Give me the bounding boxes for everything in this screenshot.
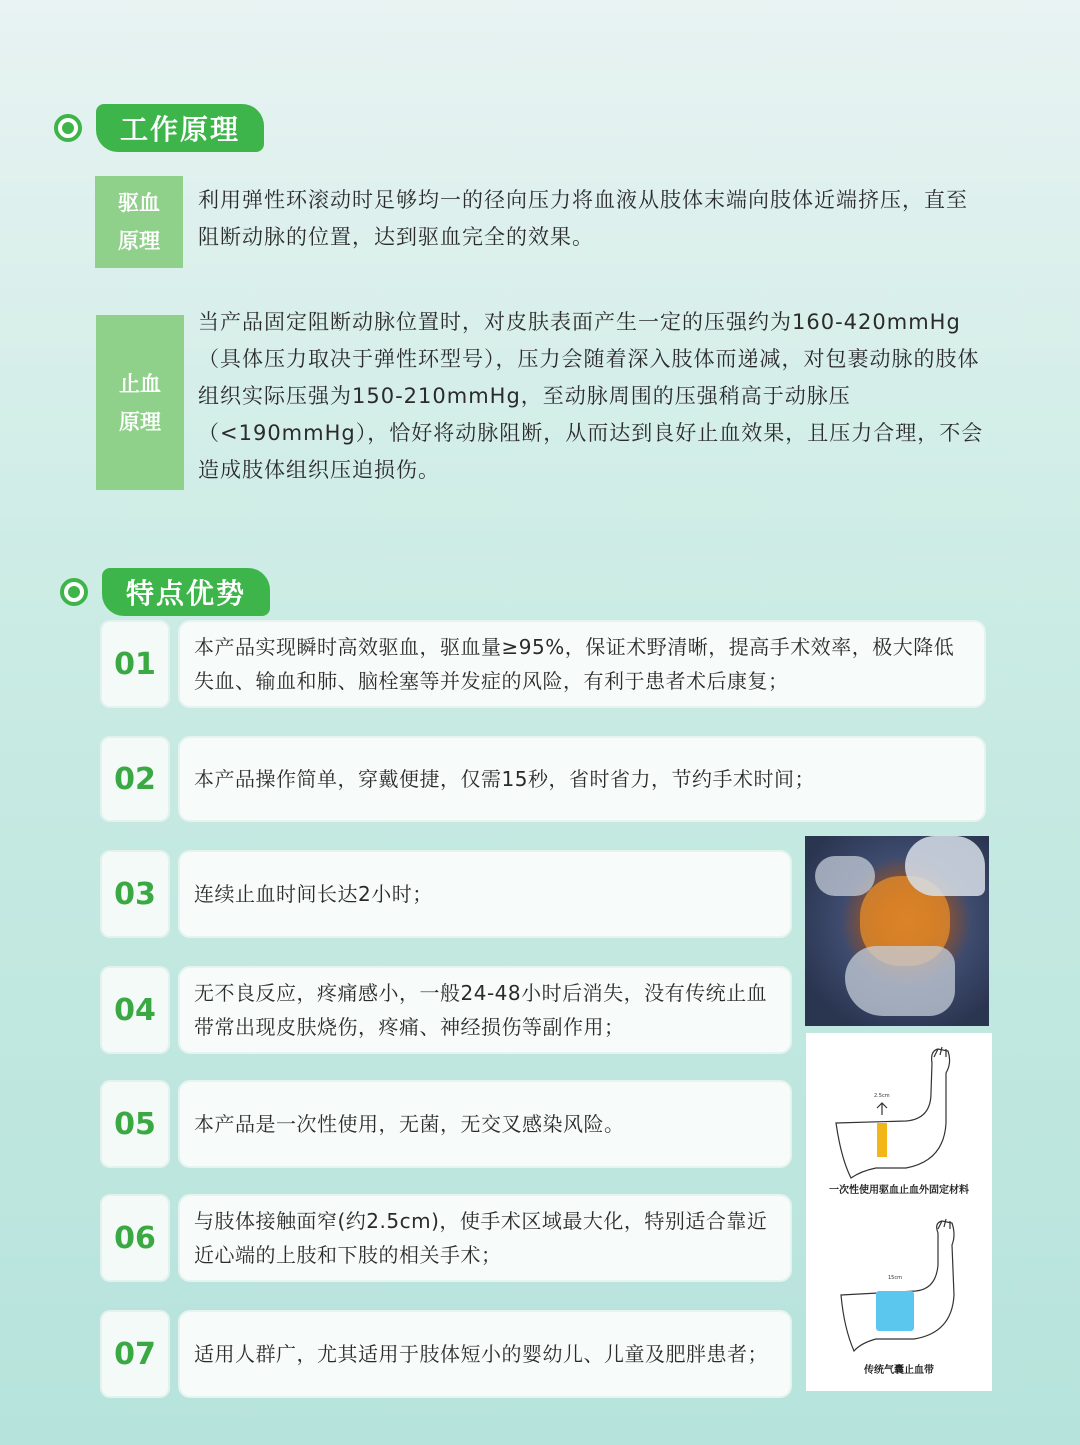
section-title: 特点优势 <box>102 568 270 616</box>
bullet-ring-icon <box>54 114 82 142</box>
feature-text: 本产品操作简单，穿戴便捷，仅需15秒，省时省力，节约手术时间； <box>180 738 984 820</box>
principle-text-stop: 当产品固定阻断动脉位置时，对皮肤表面产生一定的压强约为160-420mmHg（具体压力取决于弹性环型号），压力会随着深入肢体而递减，对包裹动脉的肢体组织实际压强为150-210mmHg，至动脉周围的压强稍高于动脉压（<190mmHg），恰好将动脉阻断，从而达到良好止血效果，且压力合理，不会造成肢体组织压迫损伤。 <box>198 310 984 482</box>
feature-number: 03 <box>102 852 168 936</box>
feature-text: 本产品是一次性使用，无菌，无交叉感染风险。 <box>180 1082 790 1166</box>
section-title: 工作原理 <box>96 104 264 152</box>
arm-diagram-svg <box>806 1033 992 1391</box>
wide-cuff <box>876 1291 914 1331</box>
feature-row-06 <box>102 1196 790 1280</box>
diagram-caption-bottom: 传统气囊止血带 <box>864 1365 934 1376</box>
principle-tag-expel: 驱血 原理 <box>95 176 183 268</box>
feature-number: 01 <box>102 622 168 706</box>
arm-outline-icon <box>836 1047 950 1178</box>
feature-number: 04 <box>102 968 168 1052</box>
feature-text: 本产品实现瞬时高效驱血，驱血量≥95%，保证术野清晰，提高手术效率，极大降低失血、输血和肺、脑栓塞等并发症的风险，有利于患者术后康复； <box>180 622 984 706</box>
feature-text: 连续止血时间长达2小时； <box>180 852 790 936</box>
principle-text-expel: 利用弹性环滚动时足够均一的径向压力将血液从肢体末端向肢体近端挤压，直至阻断动脉的位置，达到驱血完全的效果。 <box>198 188 968 249</box>
section-header-principle <box>54 104 264 152</box>
arm-outline-icon <box>841 1219 954 1351</box>
feature-row-03 <box>102 852 790 936</box>
feature-text: 与肢体接触面窄(约2.5cm)，使手术区域最大化，特别适合靠近近心端的上肢和下肢的相关手术； <box>180 1196 790 1280</box>
feature-row-07 <box>102 1312 790 1396</box>
diagram-caption-top: 一次性使用驱血止血外固定材料 <box>829 1185 969 1196</box>
section-header-features <box>60 568 270 616</box>
feature-row-01 <box>102 622 984 706</box>
narrow-band <box>877 1123 887 1157</box>
arrow-up-icon <box>877 1103 887 1115</box>
feature-row-02 <box>102 738 984 820</box>
feature-text: 适用人群广，尤其适用于肢体短小的婴幼儿、儿童及肥胖患者； <box>180 1312 790 1396</box>
width-label-top: 2.5cm <box>874 1093 890 1099</box>
feature-number: 05 <box>102 1082 168 1166</box>
feature-row-05 <box>102 1082 790 1166</box>
feature-row-04 <box>102 968 790 1052</box>
principle-tag-stop: 止血 原理 <box>96 315 184 490</box>
bullet-ring-icon <box>60 578 88 606</box>
feature-number: 06 <box>102 1196 168 1280</box>
feature-text: 无不良反应，疼痛感小，一般24-48小时后消失，没有传统止血带常出现皮肤烧伤，疼痛、神经损伤等副作用； <box>180 968 790 1052</box>
surgery-photo <box>805 836 989 1026</box>
tourniquet-comparison-diagram <box>806 1033 992 1391</box>
width-label-bottom: 15cm <box>888 1275 902 1281</box>
feature-number: 02 <box>102 738 168 820</box>
feature-number: 07 <box>102 1312 168 1396</box>
